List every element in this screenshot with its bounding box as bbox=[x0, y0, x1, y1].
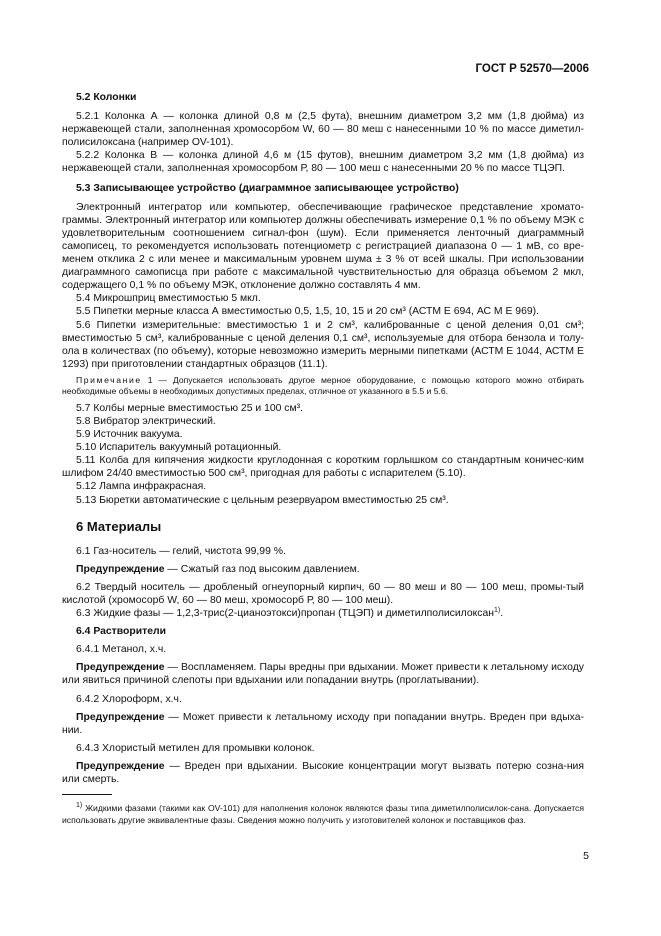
para-6-4-1: 6.4.1 Метанол, х.ч. bbox=[76, 644, 167, 656]
section-5-3-title: 5.3 Записывающее устройство (диаграммное записывающее устройство) bbox=[76, 182, 459, 194]
section-5-2-title: 5.2 Колонки bbox=[76, 92, 137, 103]
item-5-4: 5.4 Микрошприц вместимостью 5 мкл. bbox=[76, 293, 261, 305]
item-5-10: 5.10 Испаритель вакуумный ротационный. bbox=[76, 442, 282, 454]
note-1 bbox=[62, 375, 584, 398]
item-5-6: 5.6 Пипетки измерительные: вместимостью 1 и 2 см³, калиброванные с ценой деления 0,01 см³; вместимостью 5 см³, калиброванные с ценой деления 0,1 см³, используемые для отбора бензола и толу-ола в количествах (по объему), которые невозможно измерить мерными пипетками (АСТМ Е 1044, АСТМ Е 1293) при приготовлении стандартных образцов (11.1). bbox=[62, 319, 584, 370]
para-6-3 bbox=[62, 607, 584, 620]
item-5-11: 5.11 Колба для кипячения жидкости круглодонная с коротким горлышком со стандартным коничес-ким шлифом 24/40 вместимостью 500 см³, пригодная для работы с испарителем (5.10). bbox=[62, 455, 584, 480]
footnote-divider bbox=[62, 794, 112, 795]
footnote-1 bbox=[62, 803, 584, 826]
section-6-4-title: 6.4 Растворители bbox=[76, 626, 166, 638]
footnote-ref: 1) bbox=[494, 607, 501, 615]
para-5-2-1: 5.2.1 Колонка А — колонка длиной 0,8 м (2,5 фута), внешним диаметром 3,2 мм (1,8 дюйма) из нержавеющей стали, заполненная хромосорбом W, 60 — 80 меш с нанесенными 10 % по массе диметил-полисилоксана (например OV-101). bbox=[62, 111, 584, 149]
note-text: 1 — Допускается использовать другое мерное оборудование, с помощью которого можно отбирать необходимые объемы в необходимых допустимых пределах, отличное от указанного в 5.5 и 5.6. bbox=[62, 374, 584, 397]
para-6-3-text: 6.3 Жидкие фазы — 1,2,3-трис(2-цианоэтокси)пропан (ТЦЭП) и диметилполисилоксан bbox=[76, 608, 495, 620]
warning-label: Предупреждение bbox=[76, 563, 165, 575]
para-5-3: Электронный интегратор или компьютер, обеспечивающие графическое представление хромато-граммы. Электронный интегратор или компьютер должны обеспечивать измерение 0,1 % по объему МЭК с удовлетворительным соотношением сигнал-фон (шум). Если применяется ленточный диаграммный самописец, то рекомендуется использовать потенциометр с регистрацией диапазона 0 — 1 мВ, со вре-менем отклика 2 с или менее и максимальным уровнем шума ± 3 % от всей шкалы. При использовании диаграммного самописца при работе с максимальной чувствительностью для образца объемом 2 мкл, содержащего 0,1 % по объему МЭК, отклонение должно составлять 4 мм. bbox=[62, 201, 584, 292]
warning-6-4-3 bbox=[62, 760, 584, 786]
page-header-standard: ГОСТ Р 52570—2006 bbox=[475, 63, 589, 75]
warning-label: Предупреждение bbox=[76, 760, 165, 772]
warning-6-1 bbox=[62, 563, 584, 576]
warning-text: — Воспламеняем. Пары вредны при вдыхании. Может привести к летальному исходу или явиться причиной слепоты при вдыхании или попадании внутрь (проглатывании). bbox=[62, 662, 584, 687]
page-number: 5 bbox=[583, 850, 589, 862]
warning-label: Предупреждение bbox=[76, 711, 165, 723]
para-6-1: 6.1 Газ-носитель — гелий, чистота 99,99 %. bbox=[76, 545, 286, 557]
para-6-4-3: 6.4.3 Хлористый метилен для промывки колонок. bbox=[76, 742, 315, 754]
warning-text: — Вреден при вдыхании. Высокие концентрации могут вызвать потерю созна-ния или смерть. bbox=[62, 760, 584, 786]
item-5-12: 5.12 Лампа инфракрасная. bbox=[76, 481, 207, 493]
item-5-13: 5.13 Бюретки автоматические с цельным резервуаром вместимостью 25 см³. bbox=[76, 494, 449, 506]
warning-6-4-2 bbox=[62, 711, 584, 737]
warning-text: — Сжатый газ под высоким давлением. bbox=[164, 563, 360, 575]
item-5-5: 5.5 Пипетки мерные класса А вместимостью 0,5, 1,5, 10, 15 и 20 см³ (АСТМ Е 694, АС М Е 969). bbox=[76, 306, 539, 318]
warning-text: — Может привести к летальному исходу при попадании внутрь. Вреден при вдыха-нии. bbox=[62, 711, 584, 736]
note-label: Примечание bbox=[76, 374, 142, 385]
warning-label: Предупреждение bbox=[76, 662, 165, 674]
item-5-9: 5.9 Источник вакуума. bbox=[76, 429, 183, 441]
footnote-mark: 1) bbox=[76, 802, 83, 810]
warning-6-4-1 bbox=[62, 661, 584, 687]
para-5-2-2: 5.2.2 Колонка В — колонка длиной 4,6 м (15 футов), внешним диаметром 3,2 мм (1,8 дюйма) из нержавеющей стали, заполненная хромосорбом Р, 80 — 100 меш с нанесенными 20 % по массе ТЦЭП. bbox=[62, 150, 584, 175]
page-content bbox=[62, 90, 584, 826]
para-6-4-2: 6.4.2 Хлороформ, х.ч. bbox=[76, 693, 182, 705]
para-6-3-end: . bbox=[500, 608, 504, 620]
section-6-title: 6 Материалы bbox=[76, 518, 162, 534]
item-5-8: 5.8 Вибратор электрический. bbox=[76, 415, 216, 427]
item-5-7: 5.7 Колбы мерные вместимостью 25 и 100 см³. bbox=[76, 402, 303, 414]
para-6-2: 6.2 Твердый носитель — дробленый огнеупорный кирпич, 60 — 80 меш и 80 — 100 меш, промы-тый кислотой (хромосорб W, 60 — 80 меш, хромосорб Р, 80 — 100 меш). bbox=[62, 581, 584, 606]
footnote-text: Жидкими фазами (такими как OV-101) для наполнения колонок являются фазы типа диметилполисилок-сана. Допускается использовать другие эквивалентные фазы. Сведения можно получить у изготовителей колонок и поставщиков фаз. bbox=[62, 803, 584, 825]
